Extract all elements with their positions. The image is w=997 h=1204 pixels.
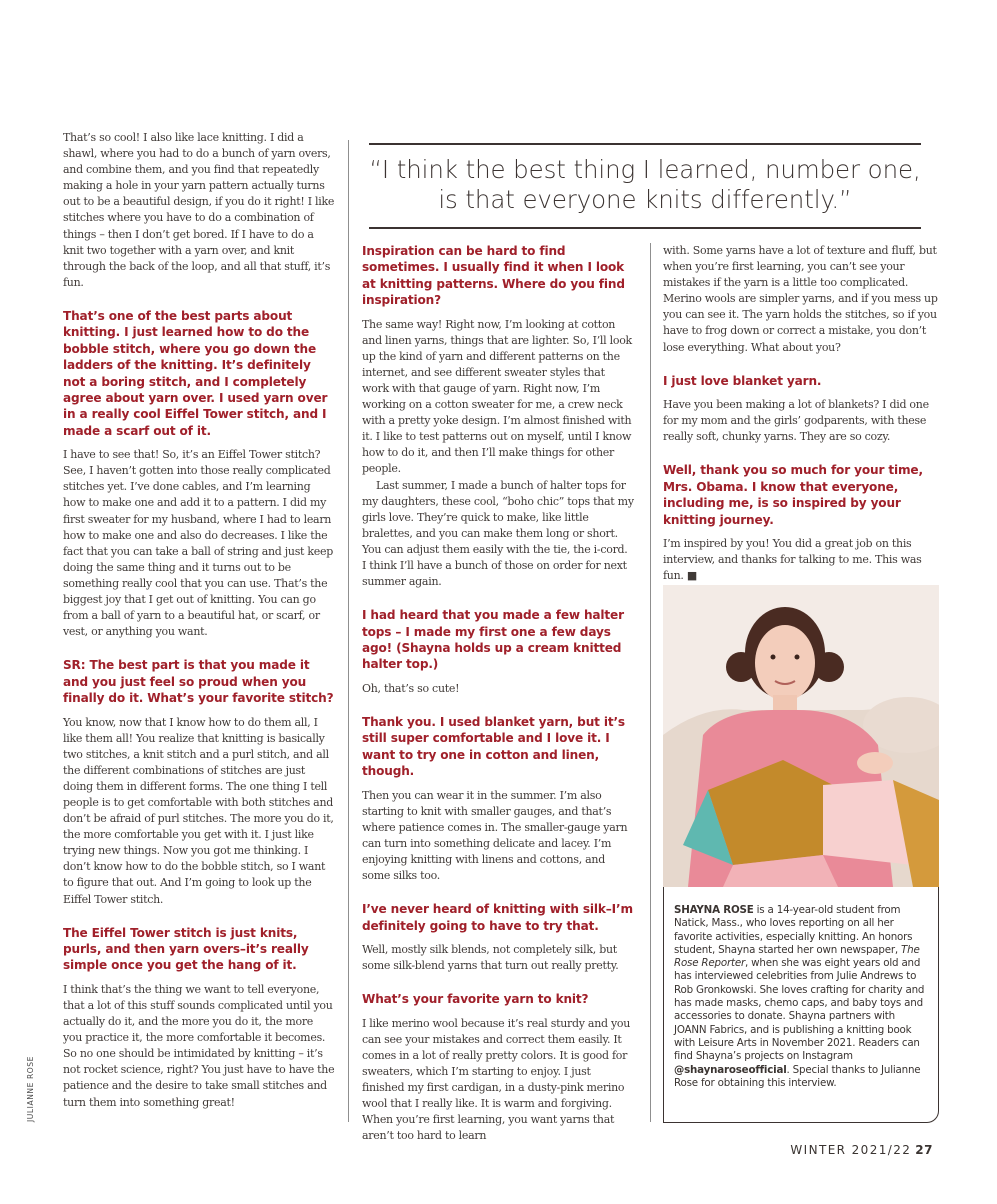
question-paragraph: I had heard that you made a few halter tops – I made my first one a few days ago! (Shayna holds up a cream knitted halter top.): [362, 608, 624, 672]
question-paragraph: Well, thank you so much for your time, Mrs. Obama. I know that everyone, including me, is so inspired by your knitting journey.: [663, 463, 923, 527]
answer-paragraph: I think that’s the thing we want to tell everyone, that a lot of this stuff sounds complicated until you actually do it, and the more you do it, the more you practice it, the more comfortable it becomes. So no one should be intimidated by knitting – it’s not rocket science, right? You just have to have the patience and the desire to take small stitches and turn them into something great!: [63, 982, 335, 1109]
column-divider-left: [348, 140, 349, 1122]
end-mark-icon: ■: [686, 569, 697, 583]
issue-label: WINTER 2021/22: [790, 1143, 912, 1157]
page-folio: [790, 1143, 933, 1157]
answer-paragraph: Have you been making a lot of blankets? I did one for my mom and the girls’ godparents, with these really soft, chunky yarns. They are so cozy.: [663, 398, 929, 444]
column-2: [362, 243, 634, 1161]
answer-text: I’m inspired by you! You did a great job on this interview, and thanks for talking to me. This was fun.: [663, 536, 922, 583]
question-paragraph: Inspiration can be hard to find sometimes. I usually find it when I look at knitting patterns. Where do you find inspiration?: [362, 244, 625, 308]
answer-paragraph: That’s so cool! I also like lace knitting. I did a shawl, where you had to do a bunch of yarn overs, and combine them, and you find that repeatedly making a hole in your yarn pattern actually turns out to be a beautiful design, if you do it right! I like stitches where you have to do a combination of things – then I don’t get bored. If I have to do a knit two together with a yarn over, and knit through the back of the loop, and all that stuff, it’s fun.: [63, 131, 335, 289]
answer-paragraph: I like merino wool because it’s real sturdy and you can see your mistakes and correct them easily. It comes in a lot of really pretty colors. It is good for sweaters, which I’m starting to enjoy. I just finished my first cardigan, in a dusty-pink merino wool that I really like. It is warm and forgiving. When you’re first learning, you want yarns that aren’t too hard to learn: [362, 1016, 631, 1143]
answer-paragraph: with. Some yarns have a lot of texture and fluff, but when you’re first learning, you can’t see your mistakes if the yarn is a little too complicated. Merino wools are simpler yarns, and if you mess up you can see it. The yarn holds the stitches, so if you have to frog down or correct a mistake, you don’t lose everything. What about you?: [663, 244, 938, 354]
column-1: [63, 130, 335, 1128]
answer-text: The same way! Right now, I’m looking at cotton and linen yarns, things that are lighter. So, I’ll look up the kind of yarn and different patterns on the internet, and see different sweater styles that work with that gauge of yarn. Right now, I’m working on a cotton sweater for me, a crew neck with a pretty yoke design. I’m almost finished with it. I like to test patterns out on myself, until I know how to do it, and then I’ll make things for other people.: [362, 317, 632, 476]
answer-paragraph: Then you can wear it in the summer. I’m also starting to knit with smaller gauges, and that’s where patience comes in. The smaller-gauge yarn can turn into something delicate and lacey. I’m enjoying knitting with linens and cottons, and some silks too.: [362, 788, 628, 883]
answer-paragraph: Well, mostly silk blends, not completely silk, but some silk-blend yarns that turn out really pretty.: [362, 942, 619, 973]
question-paragraph: I’ve never heard of knitting with silk–I’m definitely going to have to try that.: [362, 902, 633, 933]
answer-paragraph: You know, now that I know how to do them all, I like them all! You realize that knitting is basically two stitches, a knit stitch and a purl stitch, and all the different combinations of stitches are just doing them in different forms. The one thing I tell people is to get comfortable with both stitches and don’t be afraid of purl stitches. The more you do it, the more comfortable you get with it. I just like trying new things. Now you got me thinking. I don’t know how to do the bobble stitch, so I want to figure that out. And I’m going to look up the Eiffel Tower stitch.: [63, 715, 334, 906]
pull-quote-text: “I think the best thing I learned, number one, is that everyone knits differently.”: [369, 155, 921, 214]
column-divider-right: [650, 243, 651, 1122]
question-paragraph: What’s your favorite yarn to knit?: [362, 992, 589, 1007]
question-paragraph: SR: The best part is that you made it and you just feel so proud when you finally do it. What’s your favorite stitch?: [63, 658, 334, 706]
bio-text: is a 14-year-old student from Natick, Mass., who loves reporting on all her favorite activities, especially knitting. An honors student, Shayna started her own newspaper,: [674, 904, 913, 956]
bio-name: SHAYNA ROSE: [674, 904, 754, 916]
bio-text: . Special thanks to Julianne Rose for obtaining this interview.: [674, 1063, 921, 1089]
portrait-photo: [663, 585, 939, 887]
question-paragraph: Thank you. I used blanket yarn, but it’s still super comfortable and I love it. I want to try one in cotton and linen, though.: [362, 714, 625, 779]
column-3: [663, 243, 939, 601]
question-paragraph: The Eiffel Tower stitch is just knits, purls, and then yarn overs–it’s really simple once you get the hang of it.: [63, 925, 309, 973]
answer-paragraph: I have to see that! So, it’s an Eiffel Tower stitch? See, I haven’t gotten into those really complicated stitches yet. I’ve done cables, and I’m learning how to make one and add it to a pattern. I did my first sweater for my husband, where I had to learn how to make one and also do decreases. I like the fact that you can take a ball of string and just keep doing the same thing and it turns out to be something really cool that you can use. That’s the biggest joy that I get out of knitting. You can go from a ball of yarn to a beautiful hat, or scarf, or vest, or anything you want.: [63, 448, 334, 639]
bio-text: , when she was eight years old and has interviewed celebrities from Julie Andrews to Rob Gronkowski. She loves crafting for charity and has made masks, chemo caps, and baby toys and accessories to donate. Shayna partners with JOANN Fabrics, and is publishing a knitting book with Leisure Arts in November 2021. Readers can find Shayna’s projects on Instagram: [674, 957, 925, 1063]
portrait-illustration: [663, 585, 939, 887]
answer-paragraph: [362, 317, 634, 591]
photo-credit: JULIANNE ROSE: [26, 1056, 35, 1122]
answer-paragraph: [663, 536, 939, 584]
question-paragraph: That’s one of the best parts about knitting. I just learned how to do the bobble stitch, where you go down the ladders of the knitting. It’s definitely not a boring stitch, and I completely agree about yarn over. I used yarn over in a really cool Eiffel Tower stitch, and I made a scarf out of it.: [63, 308, 328, 438]
pull-quote: [369, 143, 921, 229]
answer-paragraph: Oh, that’s so cute!: [362, 681, 460, 695]
bio-newspaper-title: The Rose Reporter: [674, 943, 920, 970]
answer-text-indented: Last summer, I made a bunch of halter tops for my daughters, these cool, “boho chic” tops that my girls love. They’re quick to make, like little bralettes, and you can make them long or short. You can adjust them easily with the tie, the i-cord. I think I’ll have a bunch of those on order for next summer again.: [362, 478, 634, 589]
page-number: 27: [915, 1143, 933, 1157]
author-bio-caption: [663, 887, 939, 1123]
question-paragraph: I just love blanket yarn.: [663, 373, 822, 388]
bio-instagram-handle: @shaynaroseofficial: [674, 1063, 787, 1076]
